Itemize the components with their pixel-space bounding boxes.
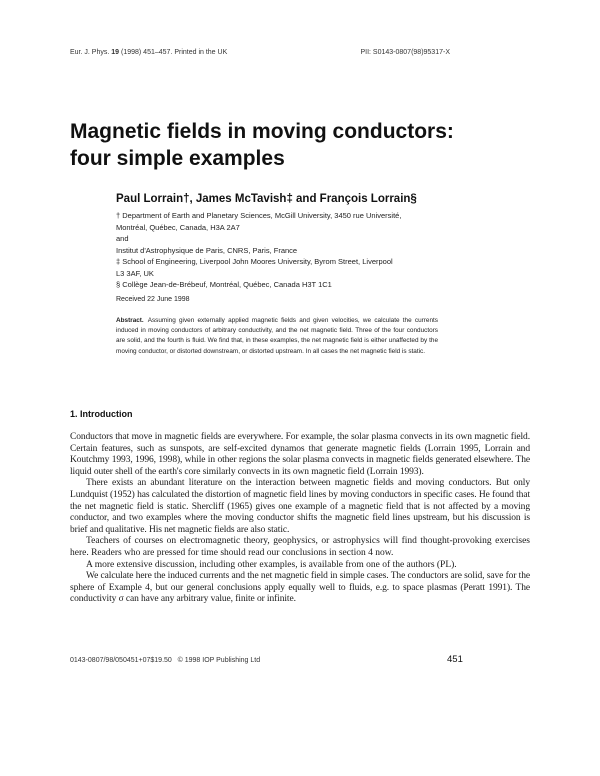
affiliations — [116, 210, 456, 291]
running-header-pii: PII: S0143-0807(98)95317-X — [360, 49, 450, 56]
affiliation-line: § Collège Jean-de-Brébeuf, Montréal, Québec, Canada H3T 1C1 — [116, 280, 332, 289]
affiliation-line: Montréal, Québec, Canada, H3A 2A7 — [116, 222, 240, 232]
journal-volume: 19 — [111, 49, 120, 56]
affiliation-line: ‡ School of Engineering, Liverpool John Moores University, Byrom Street, Liverpool — [116, 257, 393, 266]
journal-ref: Eur. J. Phys. — [70, 49, 110, 56]
paper-title — [70, 118, 540, 172]
body-paragraph: Conductors that move in magnetic fields are everywhere. For example, the solar plasma convects in its own magnetic field. Certain features, such as sunspots, are self-excited dynamos that generate magnetic fields (Lorrain 1995, Lorrain and Koutchmy 1993, 1996, 1998), while in other regions the solar plasma convects in magnetic fields generated elsewhere. The liquid outer shell of the earth's core similarly convects in its own magnetic field (Lorrain 1993). — [70, 432, 530, 477]
running-header-citation — [70, 49, 227, 56]
journal-year-pages: (1998) 451–457. Printed in the UK — [121, 49, 228, 56]
body-paragraph: Teachers of courses on electromagnetic theory, geophysics, or astrophysics will find thought-provoking exercises here. Readers who are pressed for time should read our conclusions in section 4 now. — [70, 536, 530, 558]
affiliation-line: † Department of Earth and Planetary Sciences, McGill University, 3450 rue Université, — [116, 211, 402, 220]
section-heading: 1. Introduction — [70, 409, 133, 419]
affiliation-line: L3 3AF, UK — [116, 268, 154, 278]
paper-title-line-1: Magnetic fields in moving conductors: — [70, 120, 454, 143]
abstract-text: Assuming given externally applied magnetic fields and given velocities, we calculate the currents induced in moving conductors of arbitrary conductivity, and the net magnetic field. Three of the four conductors are solid, and the fourth is fluid. We find that, in these examples, the net magnetic field is either unaffected by the moving conductor, or distorted downstream, or distorted upstream. In all cases the net magnetic field is static. — [116, 317, 438, 355]
received-date: Received 22 June 1998 — [116, 296, 190, 303]
body-paragraph: A more extensive discussion, including other examples, is available from one of the authors (PL). — [86, 559, 457, 570]
footer-copyright: © 1998 IOP Publishing Ltd — [177, 657, 261, 664]
paper-title-line-2: four simple examples — [70, 147, 285, 170]
affiliation-line: and — [116, 234, 129, 243]
section-body — [70, 432, 530, 606]
abstract-label: Abstract. — [116, 317, 144, 324]
affiliation-line: Institut d'Astrophysique de Paris, CNRS, Paris, France — [116, 245, 298, 255]
body-paragraph: There exists an abundant literature on the interaction between magnetic fields and moving conductors. But only Lundquist (1952) has calculated the distortion of magnetic field lines by moving conductors in specific cases. He found that the net magnetic field is static. Shercliff (1965) gives one example of a magnetic field that is not affected by a moving conductor, and two examples where the moving conductor shifts the magnetic field lines upstream, but his discussion is brief and qualitative. His net magnetic fields are also static. — [70, 478, 530, 535]
abstract — [116, 316, 438, 357]
page-number: 451 — [447, 654, 463, 665]
footer-issn: 0143-0807/98/050451+07$19.50 — [70, 657, 172, 664]
body-paragraph: We calculate here the induced currents and the net magnetic field in simple cases. The conductors are solid, save for the sphere of Example 4, but our general conclusions apply equally well to fluids, e.g. to space plasmas (Peratt 1991). The conductivity σ can have any arbitrary value, finite or infinite. — [70, 571, 530, 605]
author-list: Paul Lorrain†, James McTavish‡ and François Lorrain§ — [116, 193, 417, 205]
footer-issn-copyright — [70, 657, 260, 664]
